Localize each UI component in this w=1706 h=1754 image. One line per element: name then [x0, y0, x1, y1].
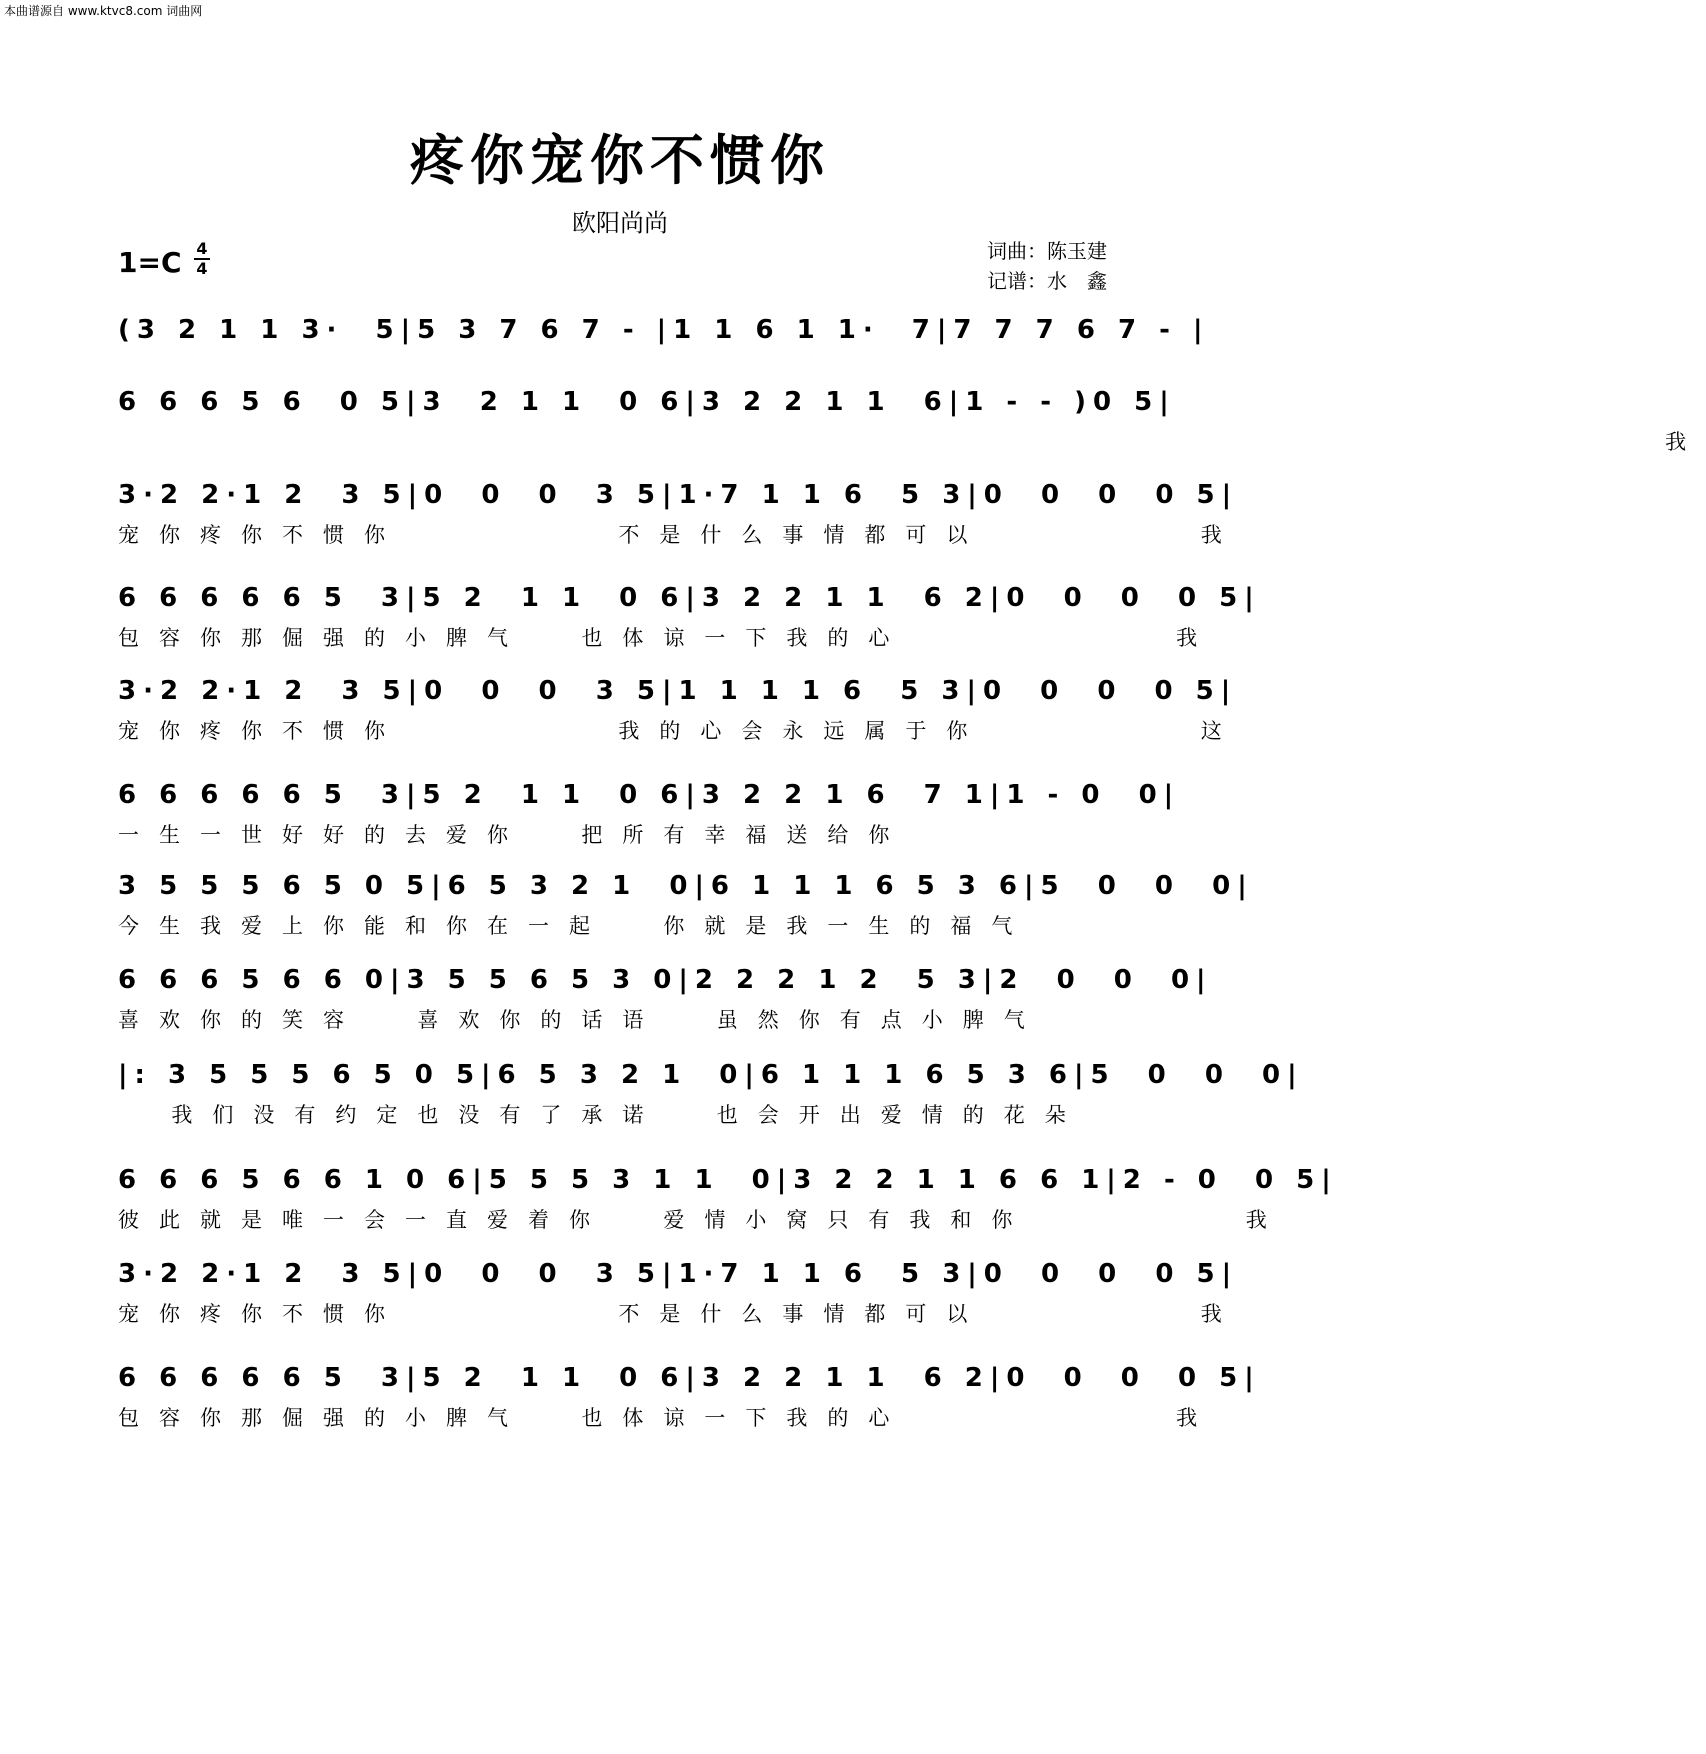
notation-line: 6 6 6 5 6 6 1 0 6|5 5 5 3 1 1 0|3 2 2 1 1 6 6 1|2 - 0 0 5| — [118, 1165, 1338, 1195]
song-title: 疼你宠你不惯你 — [410, 128, 830, 192]
notation-line: |: 3 5 5 5 6 5 0 5|6 5 3 2 1 0|6 1 1 1 6 5 3 6|5 0 0 0| — [118, 1060, 1304, 1090]
notation-line: 6 6 6 5 6 0 5|3 2 1 1 0 6|3 2 2 1 1 6|1 - - )0 5| — [118, 387, 1176, 417]
credit-transcriber: 记谱：水 鑫 — [987, 269, 1107, 293]
lyric-line: 今生我爱上你能和你在一起 你就是我一生的福气 — [118, 914, 1033, 938]
lyric-line: 宠你疼你不惯你 不是什么事情都可以 我 — [118, 1302, 1242, 1326]
time-signature — [194, 240, 210, 278]
credit-lyrics-music: 词曲：陈玉建 — [987, 239, 1107, 263]
notation-line: 6 6 6 6 6 5 3|5 2 1 1 0 6|3 2 2 1 1 6 2|0 0 0 0 5| — [118, 1363, 1261, 1393]
lyric-line: 包容你那倔强的小脾气 也体谅一下我的心 我 — [118, 1406, 1218, 1430]
lyric-line: 宠你疼你不惯你 我的心会永远属于你 这 — [118, 719, 1242, 743]
notation-line: (3 2 1 1 3· 5|5 3 7 6 7 - |1 1 6 1 1· 7|7 7 7 6 7 - | — [118, 315, 1210, 345]
notation-line: 3·2 2·1 2 3 5|0 0 0 3 5|1·7 1 1 6 5 3|0 0 0 0 5| — [118, 480, 1239, 510]
singer-name: 欧阳尚尚 — [572, 209, 668, 237]
source-note: 本曲谱源自 www.ktvc8.com 词曲网 — [4, 4, 203, 18]
key-signature: 1=C — [118, 246, 182, 279]
time-signature-bottom: 4 — [196, 259, 208, 278]
notation-line: 3·2 2·1 2 3 5|0 0 0 3 5|1 1 1 1 6 5 3|0 0 0 0 5| — [118, 676, 1238, 706]
time-signature-top: 4 — [196, 239, 208, 258]
lyric-line: 一生一世好好的去爱你 把所有幸福送给你 — [118, 823, 910, 847]
notation-line: 6 6 6 6 6 5 3|5 2 1 1 0 6|3 2 2 1 6 7 1|1 - 0 0| — [118, 780, 1181, 810]
lyric-line: 包容你那倔强的小脾气 也体谅一下我的心 我 — [118, 626, 1218, 650]
notation-line: 3 5 5 5 6 5 0 5|6 5 3 2 1 0|6 1 1 1 6 5 3 6|5 0 0 0| — [118, 871, 1254, 901]
lyric-line: 彼此就是唯一会一直爱着你 爱情小窝只有我和你 我 — [118, 1208, 1287, 1232]
lyric-line: 我 — [118, 430, 1706, 454]
credits — [987, 236, 1107, 296]
lyric-line: 我们没有约定也没有了承诺 也会开出爱情的花朵 — [118, 1103, 1086, 1127]
notation-line: 6 6 6 5 6 6 0|3 5 5 6 5 3 0|2 2 2 1 2 5 3|2 0 0 0| — [118, 965, 1213, 995]
lyric-line: 宠你疼你不惯你 不是什么事情都可以 我 — [118, 523, 1242, 547]
lyric-line: 喜欢你的笑容 喜欢你的话语 虽然你有点小脾气 — [118, 1008, 1045, 1032]
notation-line: 6 6 6 6 6 5 3|5 2 1 1 0 6|3 2 2 1 1 6 2|0 0 0 0 5| — [118, 583, 1261, 613]
notation-line: 3·2 2·1 2 3 5|0 0 0 3 5|1·7 1 1 6 5 3|0 0 0 0 5| — [118, 1259, 1239, 1289]
